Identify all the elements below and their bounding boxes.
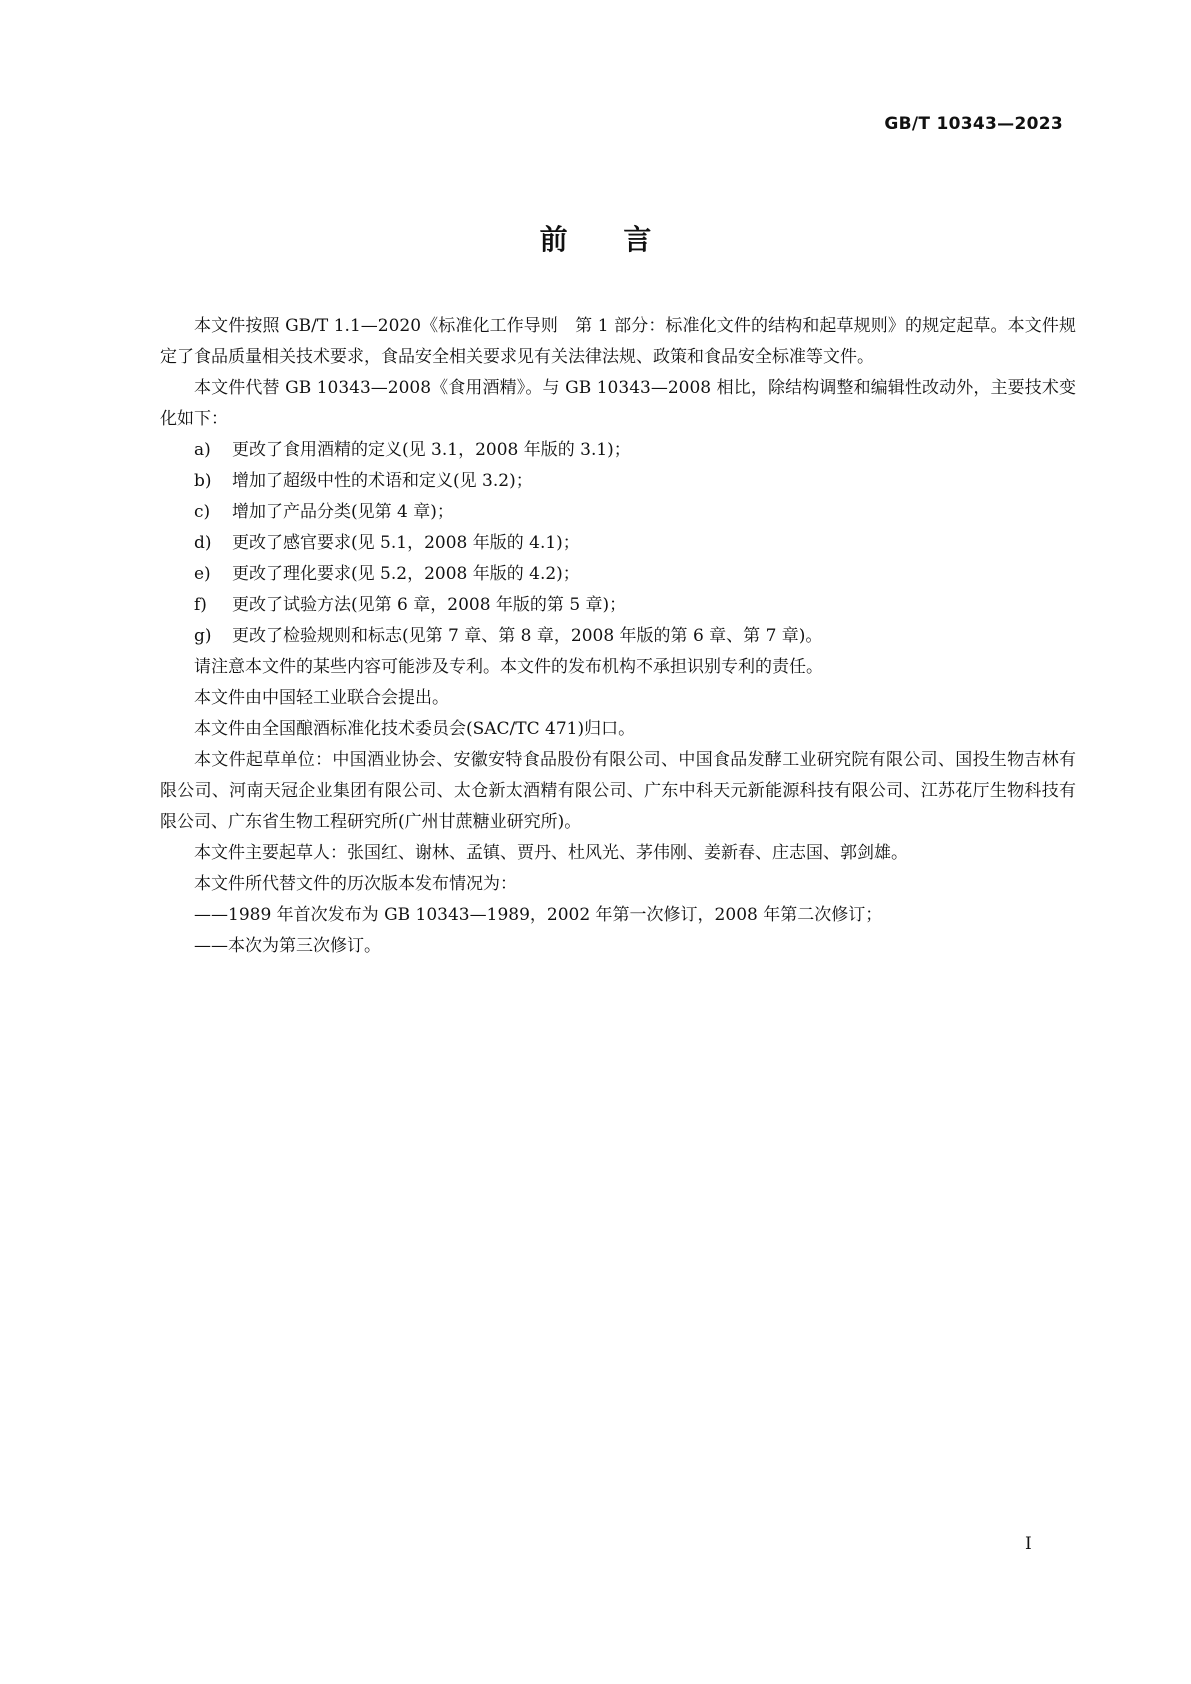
foreword-body [160, 311, 1076, 962]
list-marker: e) [194, 564, 211, 584]
list-item [160, 590, 1076, 621]
list-item [160, 497, 1076, 528]
page-title: 前 言 [539, 223, 652, 256]
page-number: I [1025, 1534, 1032, 1554]
paragraph-drafting-units: 本文件起草单位：中国酒业协会、安徽安特食品股份有限公司、中国食品发酵工业研究院有限公司、国投生物吉林有限公司、河南天冠企业集团有限公司、太仓新太酒精有限公司、广东中科天元新能源科技有限公司、江苏花厅生物科技有限公司、广东省生物工程研究所(广州甘蔗糖业研究所)。 [160, 750, 1076, 832]
paragraph-patent-notice: 请注意本文件的某些内容可能涉及专利。本文件的发布机构不承担识别专利的责任。 [194, 657, 823, 677]
list-item-text: 增加了产品分类(见第 4 章)； [232, 502, 454, 522]
paragraph-proposer: 本文件由中国轻工业联合会提出。 [194, 688, 449, 708]
list-item [160, 621, 1076, 652]
list-marker: b) [194, 471, 212, 491]
list-marker: g) [194, 626, 212, 646]
paragraph-replaces: 本文件代替 GB 10343—2008《食用酒精》。与 GB 10343—2008 相比，除结构调整和编辑性改动外，主要技术变化如下： [160, 378, 1076, 429]
history-item: ——本次为第三次修订。 [194, 936, 381, 956]
list-item-text: 更改了检验规则和标志(见第 7 章、第 8 章，2008 年版的第 6 章、第 7 章)。 [232, 626, 823, 646]
changes-list [160, 435, 1076, 652]
list-marker: f) [194, 595, 207, 615]
list-item-text: 增加了超级中性的术语和定义(见 3.2)； [232, 471, 533, 491]
history-list [160, 900, 1076, 962]
list-marker: d) [194, 533, 212, 553]
list-item [160, 528, 1076, 559]
history-item: ——1989 年首次发布为 GB 10343—1989，2002 年第一次修订，2008 年第二次修订； [194, 905, 883, 925]
paragraph-technical-committee: 本文件由全国酿酒标准化技术委员会(SAC/TC 471)归口。 [194, 719, 636, 739]
paragraph-drafting-rules: 本文件按照 GB/T 1.1—2020《标准化工作导则 第 1 部分：标准化文件的结构和起草规则》的规定起草。本文件规定了食品质量相关技术要求，食品安全相关要求见有关法律法规、政策和食品安全标准等文件。 [160, 316, 1076, 367]
list-item [160, 559, 1076, 590]
list-item [160, 466, 1076, 497]
list-item-text: 更改了试验方法(见第 6 章，2008 年版的第 5 章)； [232, 595, 627, 615]
paragraph-drafters: 本文件主要起草人：张国红、谢林、孟镇、贾丹、杜风光、茅伟刚、姜新春、庄志国、郭剑雄。 [194, 843, 908, 863]
list-item-text: 更改了感官要求(见 5.1，2008 年版的 4.1)； [232, 533, 580, 553]
list-item [160, 435, 1076, 466]
standard-code: GB/T 10343—2023 [884, 114, 1063, 134]
list-marker: a) [194, 440, 211, 460]
list-marker: c) [194, 502, 211, 522]
list-item-text: 更改了理化要求(见 5.2，2008 年版的 4.2)； [232, 564, 580, 584]
list-item-text: 更改了食用酒精的定义(见 3.1，2008 年版的 3.1)； [232, 440, 631, 460]
paragraph-history-intro: 本文件所代替文件的历次版本发布情况为： [194, 874, 517, 894]
